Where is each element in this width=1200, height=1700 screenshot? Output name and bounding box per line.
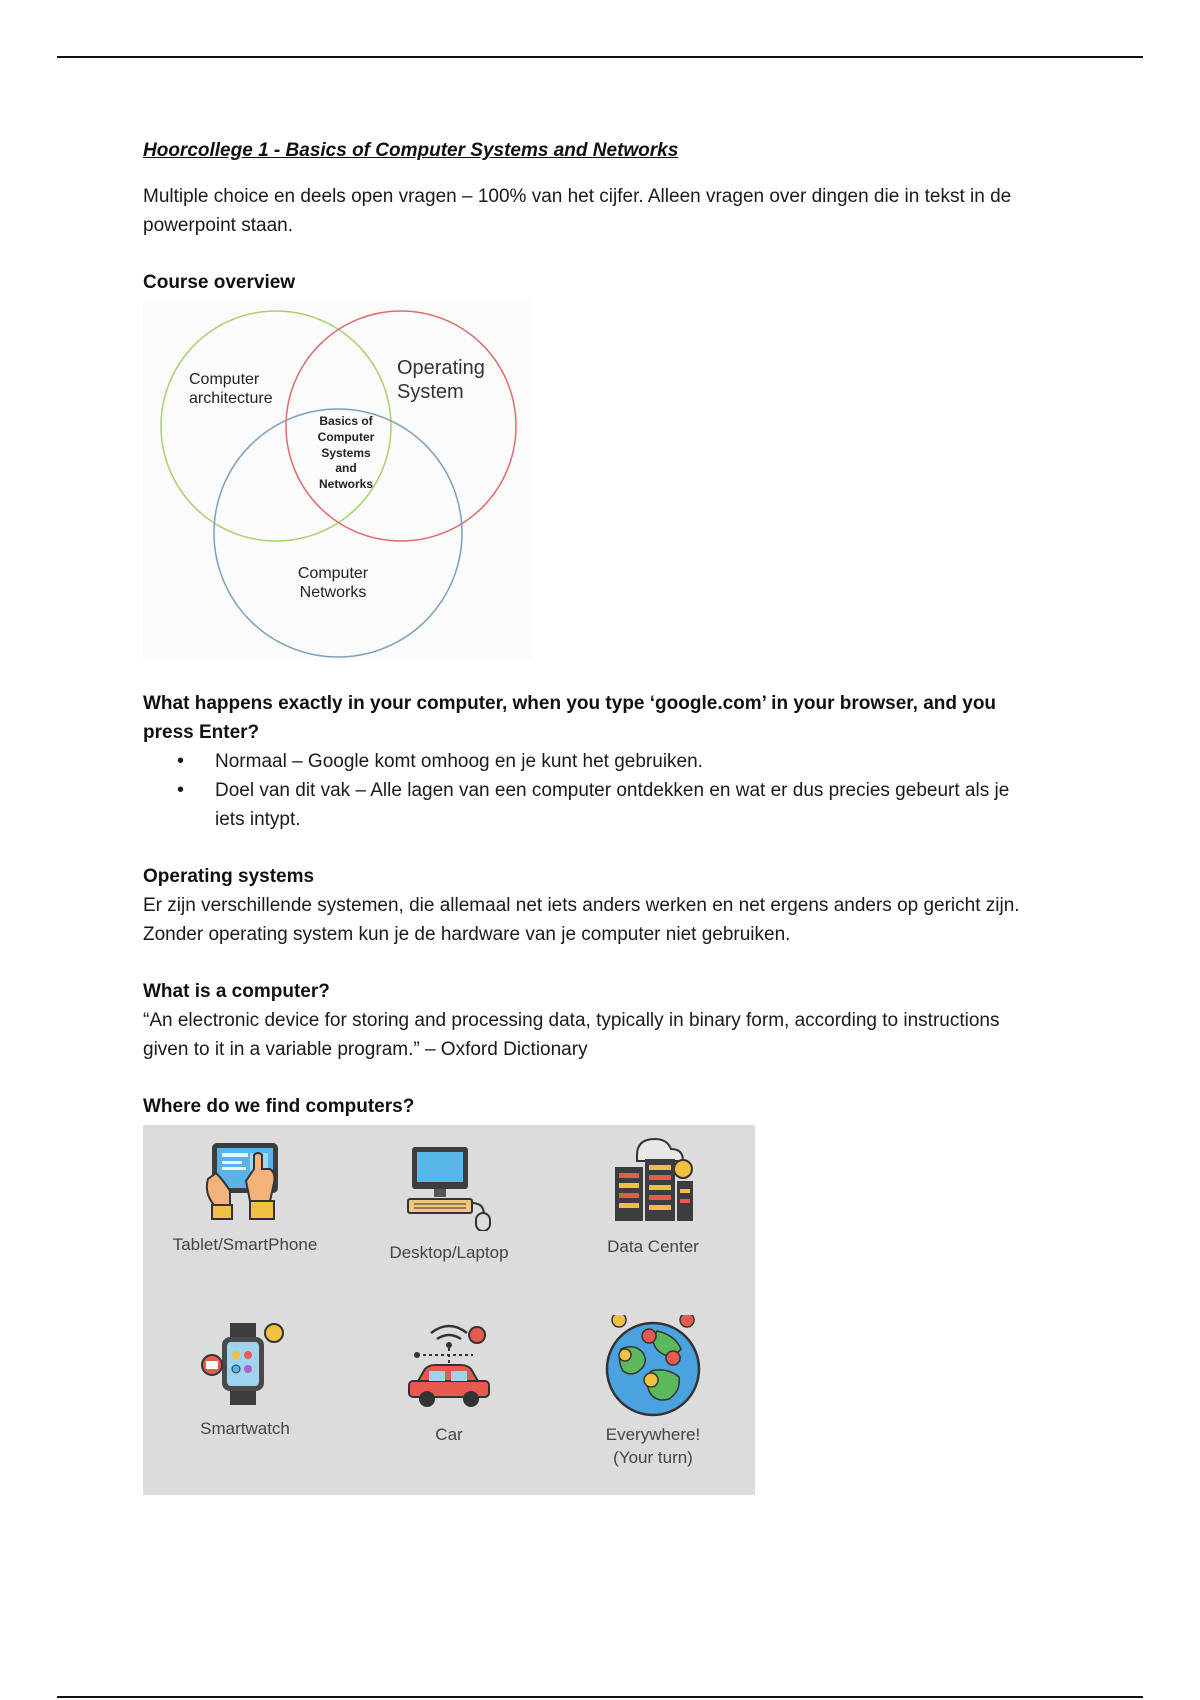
venn-label-os-2: System: [397, 381, 464, 403]
grid-item-desktop: [347, 1143, 551, 1264]
grid-caption: Everywhere!: [605, 1425, 701, 1444]
grid-caption-sub: (Your turn): [613, 1448, 693, 1467]
desktop-icon: [404, 1143, 494, 1231]
grid-caption: Data Center: [607, 1237, 699, 1256]
document-body: [143, 140, 1043, 1495]
venn-label-net-1: Computer: [297, 565, 369, 582]
os-line-2: Zonder operating system kun je de hardware van je computer niet gebruiken.: [143, 924, 791, 945]
venn-label-net-2: Networks: [299, 584, 367, 601]
venn-diagram: [143, 301, 533, 661]
list-item: • Normaal – Google komt omhoog en je kunt het gebruiken.: [143, 747, 1043, 776]
question-bullets: [143, 747, 1043, 834]
os-line-1: Er zijn verschillende systemen, die allemaal net iets anders werken en net ergens anders op gericht zijn.: [143, 895, 1020, 916]
grid-caption: Tablet/SmartPhone: [172, 1235, 318, 1254]
intro-paragraph: Multiple choice en deels open vragen – 100% van het cijfer. Alleen vragen over dingen die in tekst in de powerpoint staan.: [143, 186, 1012, 236]
course-overview-heading: Course overview: [143, 272, 296, 293]
venn-center-4: and: [335, 461, 357, 475]
tablet-icon: [200, 1139, 290, 1223]
globe-icon: [601, 1315, 705, 1419]
question-heading: What happens exactly in your computer, when you type ‘google.com’ in your browser, and you press Enter?: [143, 693, 997, 743]
grid-caption: Smartwatch: [200, 1419, 290, 1438]
venn-center-3: Systems: [321, 446, 371, 460]
venn-center-2: Computer: [317, 430, 375, 444]
computers-grid: [143, 1125, 755, 1495]
car-icon: [403, 1321, 495, 1413]
where-heading: Where do we find computers?: [143, 1096, 415, 1117]
page-title: Hoorcollege 1 - Basics of Computer Systems and Networks: [143, 140, 679, 161]
list-item: • Doel van dit vak – Alle lagen van een computer ontdekken en wat er dus precies gebeurt als je iets intypt.: [143, 776, 1043, 834]
grid-caption: Car: [435, 1425, 463, 1444]
venn-center-5: Networks: [318, 477, 374, 491]
grid-item-tablet: [143, 1139, 347, 1256]
grid-item-data-center: [551, 1133, 755, 1258]
grid-item-smartwatch: [143, 1321, 347, 1440]
top-rule: [57, 56, 1143, 58]
venn-label-arch-1: Computer: [189, 371, 260, 388]
os-heading: Operating systems: [143, 866, 315, 887]
venn-label-arch-2: architecture: [189, 390, 273, 407]
computer-heading: What is a computer?: [143, 981, 330, 1002]
oxford-quote: “An electronic device for storing and processing data, typically in binary form, according to instructions given to it in a variable program.” – Oxford Dictionary: [143, 1010, 1000, 1060]
data-center-icon: [607, 1133, 699, 1225]
grid-item-everywhere: [551, 1315, 755, 1469]
smartwatch-icon: [200, 1321, 290, 1407]
venn-center-1: Basics of: [319, 414, 373, 428]
bottom-rule: [57, 1696, 1143, 1698]
venn-label-os-1: Operating: [397, 357, 485, 379]
grid-item-car: [347, 1321, 551, 1446]
grid-caption: Desktop/Laptop: [389, 1243, 509, 1262]
